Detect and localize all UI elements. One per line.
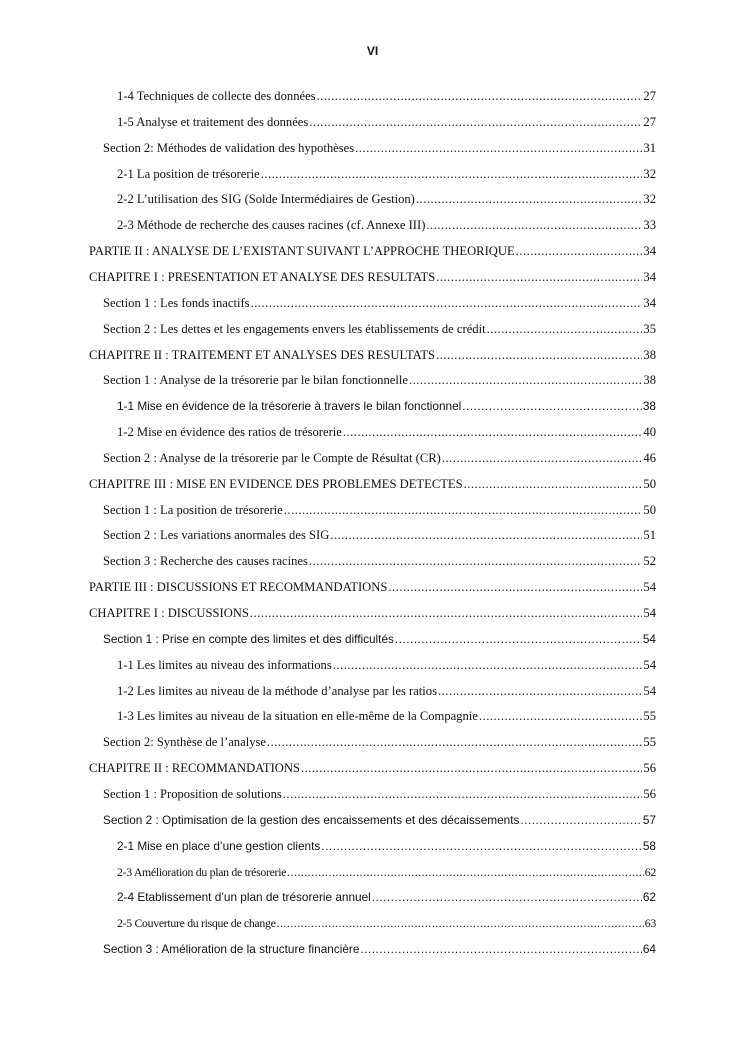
toc-entry-page: 54 <box>643 657 656 672</box>
toc-entry-page: 27 <box>643 89 656 103</box>
toc-entry-page: 56 <box>643 761 656 776</box>
toc-entry-title: 1-2 Les limites au niveau de la méthode d’analyse par les ratios <box>117 683 437 698</box>
toc-entry-title: Section 2: Méthodes de validation des hypothèses <box>103 140 355 155</box>
toc-entry-title: 1-2 Mise en évidence des ratios de trésorerie <box>117 425 342 440</box>
toc-entry-title: 2-3 Méthode de recherche des causes racines (cf. Annexe III) <box>117 218 426 233</box>
toc-leader-dots <box>283 785 643 803</box>
toc-entry[interactable] <box>117 837 656 855</box>
toc-entry-title: CHAPITRE I : DISCUSSIONS <box>89 606 249 620</box>
toc-entry-page: 58 <box>642 838 656 853</box>
toc-entry-page: 64 <box>642 942 656 957</box>
toc-entry[interactable] <box>117 423 656 441</box>
toc-entry[interactable] <box>117 682 656 700</box>
toc-leader-dots <box>301 759 642 777</box>
toc-leader-dots <box>395 630 642 648</box>
page-number: VI <box>366 44 379 58</box>
toc-entry[interactable] <box>103 526 656 544</box>
toc-leader-dots <box>442 449 643 467</box>
toc-leader-dots <box>261 165 643 183</box>
toc-entry[interactable] <box>117 397 656 415</box>
toc-entry-title: Section 1 : Proposition de solutions <box>103 786 282 801</box>
toc-entry-title: CHAPITRE II : TRAITEMENT ET ANALYSES DES RESULTATS <box>89 347 436 362</box>
toc-leader-dots <box>462 397 642 415</box>
toc-entry[interactable] <box>89 475 656 493</box>
toc-entry-title: Section 2 : Les variations anormales des SIG <box>103 528 330 543</box>
toc-leader-dots <box>438 682 642 700</box>
toc-entry-page: 57 <box>642 812 656 827</box>
toc-leader-dots <box>251 294 643 312</box>
toc-leader-dots <box>436 268 642 286</box>
toc-entry-page: 34 <box>643 244 656 259</box>
toc-entry[interactable] <box>89 759 656 777</box>
toc-entry-title: Section 2 : Les dettes et les engagements envers les établissements de crédit <box>103 321 486 336</box>
toc-entry[interactable] <box>117 113 656 131</box>
toc-entry[interactable] <box>103 294 656 312</box>
toc-leader-dots <box>464 475 643 493</box>
toc-entry[interactable] <box>103 371 656 389</box>
toc-entry-title: 2-4 Etablissement d’un plan de trésorerie annuel <box>117 890 371 905</box>
toc-leader-dots <box>317 87 643 105</box>
toc-entry[interactable] <box>103 139 656 157</box>
toc-entry-page: 46 <box>643 450 656 465</box>
toc-entry-page: 63 <box>644 916 656 931</box>
toc-entry-title: Section 2 : Analyse de la trésorerie par le Compte de Résultat (CR) <box>103 450 441 465</box>
toc-leader-dots <box>343 423 643 441</box>
toc-leader-dots <box>333 656 643 674</box>
toc-entry-title: 2-2 L’utilisation des SIG (Solde Intermédiaires de Gestion) <box>117 192 415 207</box>
toc-entry[interactable] <box>89 578 656 596</box>
toc-entry-page: 34 <box>643 269 656 284</box>
toc-entry-page: 40 <box>643 425 656 440</box>
toc-entry-title: Section 1 : Analyse de la trésorerie par le bilan fonctionnelle <box>103 373 408 388</box>
toc-entry-page: 54 <box>643 683 656 698</box>
toc-leader-dots <box>409 371 642 389</box>
toc-leader-dots <box>309 113 642 131</box>
toc-entry-page: 35 <box>643 321 656 336</box>
toc-entry-page: 55 <box>643 735 656 750</box>
toc-entry-title: Section 1 : Prise en compte des limites et des difficultés <box>103 631 394 646</box>
toc-entry-title: 1-5 Analyse et traitement des données <box>117 114 309 129</box>
toc-entry[interactable] <box>89 268 656 286</box>
toc-entry-page: 54 <box>643 606 656 620</box>
toc-entry[interactable] <box>117 914 656 932</box>
toc-leader-dots <box>520 811 641 829</box>
toc-leader-dots <box>355 139 642 157</box>
toc-leader-dots <box>479 707 642 725</box>
toc-leader-dots <box>277 914 644 932</box>
toc-leader-dots <box>330 526 642 544</box>
toc-entry-title: CHAPITRE III : MISE EN EVIDENCE DES PROBLEMES DETECTES <box>89 476 463 491</box>
toc-entry-page: 34 <box>643 295 656 310</box>
toc-entry-page: 31 <box>643 140 656 155</box>
toc-entry[interactable] <box>103 552 656 570</box>
toc-entry-page: 51 <box>643 528 656 543</box>
toc-entry[interactable] <box>103 733 656 751</box>
toc-entry-page: 38 <box>643 373 656 388</box>
toc-entry-page: 50 <box>643 476 656 491</box>
toc-leader-dots <box>388 578 642 596</box>
toc-entry-page: 32 <box>643 166 656 181</box>
toc-entry[interactable] <box>117 165 656 183</box>
toc-leader-dots <box>426 216 642 234</box>
toc-leader-dots <box>372 888 642 906</box>
toc-entry-title: Section 3 : Recherche des causes racines <box>103 554 308 569</box>
toc-entry[interactable] <box>117 863 656 881</box>
toc-entry[interactable] <box>89 346 656 364</box>
toc-leader-dots <box>360 940 641 958</box>
toc-entry-page: 50 <box>643 502 656 517</box>
toc-entry[interactable] <box>103 630 656 648</box>
toc-leader-dots <box>287 863 644 881</box>
toc-entry-title: Section 2 : Optimisation de la gestion des encaissements et des décaissements <box>103 812 520 827</box>
toc-leader-dots <box>250 604 643 622</box>
toc-entry[interactable] <box>117 707 656 725</box>
toc-entry-page: 32 <box>643 192 656 207</box>
toc-entry[interactable] <box>89 604 656 622</box>
toc-entry-page: 52 <box>643 554 656 569</box>
toc-entry-title: 1-4 Techniques de collecte des données <box>117 89 316 103</box>
toc-entry-title: Section 1 : Les fonds inactifs <box>103 295 250 310</box>
toc-entry[interactable] <box>103 940 656 958</box>
toc-entry-page: 38 <box>643 347 656 362</box>
toc-entry-title: Section 2: Synthèse de l’analyse <box>103 735 266 750</box>
toc-entry-page: 55 <box>643 709 656 724</box>
toc-entry[interactable] <box>117 87 656 105</box>
toc-entry[interactable] <box>89 242 656 260</box>
toc-leader-dots <box>416 190 643 208</box>
toc-leader-dots <box>267 733 642 751</box>
toc-entry[interactable] <box>103 501 656 519</box>
toc-entry-title: 1-1 Mise en évidence de la trésorerie à travers le bilan fonctionnel <box>117 399 462 414</box>
toc-entry-page: 62 <box>642 890 656 905</box>
toc-leader-dots <box>436 346 642 364</box>
toc-entry-page: 38 <box>642 399 656 414</box>
toc-entry[interactable] <box>103 320 656 338</box>
toc-entry-title: PARTIE III : DISCUSSIONS ET RECOMMANDATIONS <box>89 580 388 595</box>
toc-entry[interactable] <box>117 190 656 208</box>
toc-entry-page: 54 <box>643 580 656 595</box>
toc-entry-title: 1-3 Les limites au niveau de la situation en elle-même de la Compagnie <box>117 709 478 724</box>
toc-entry-title: Section 3 : Amélioration de la structure financière <box>103 942 360 957</box>
toc-entry-title: 2-1 Mise en place d’une gestion clients <box>117 838 321 853</box>
toc-entry[interactable] <box>117 216 656 234</box>
toc-entry-title: 2-3 Amélioration du plan de trésorerie <box>117 864 287 879</box>
toc-entry[interactable] <box>117 656 656 674</box>
toc-entry-page: 33 <box>643 218 656 233</box>
toc-leader-dots <box>516 242 643 260</box>
toc-entry-page: 56 <box>643 786 656 801</box>
toc-entry-title: CHAPITRE I : PRESENTATION ET ANALYSE DES RESULTATS <box>89 269 436 284</box>
toc-entry-page: 62 <box>644 864 656 879</box>
toc-entry[interactable] <box>103 785 656 803</box>
toc-entry-title: CHAPITRE II : RECOMMANDATIONS <box>89 761 300 776</box>
toc-entry-title: 2-1 La position de trésorerie <box>117 166 260 181</box>
toc-entry-page: 27 <box>643 114 656 129</box>
toc-entry[interactable] <box>117 888 656 906</box>
toc-entry[interactable] <box>103 449 656 467</box>
toc-entry-title: PARTIE II : ANALYSE DE L’EXISTANT SUIVANT L’APPROCHE THEORIQUE <box>89 244 515 259</box>
toc-entry-title: Section 1 : La position de trésorerie <box>103 502 283 517</box>
toc-entry-title: 2-5 Couverture du risque de change <box>117 916 276 931</box>
toc-entry-page: 54 <box>642 631 656 646</box>
toc-entry-title: 1-1 Les limites au niveau des informations <box>117 657 332 672</box>
toc-leader-dots <box>321 837 642 855</box>
toc-entry[interactable] <box>103 811 656 829</box>
toc-leader-dots <box>284 501 643 519</box>
toc-leader-dots <box>309 552 642 570</box>
toc-leader-dots <box>487 320 643 338</box>
